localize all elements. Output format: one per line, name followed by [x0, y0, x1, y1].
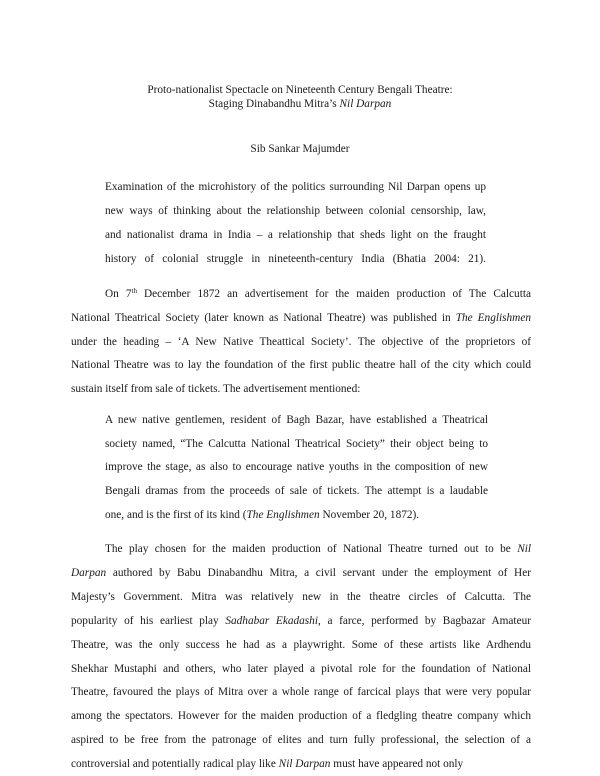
quote-line-4: Bengali dramas from the proceeds of sale of tickets. The attempt is a laudable — [105, 485, 488, 497]
para2-line-1: The play chosen for the maiden production of National Theatre turned out to be Nil — [105, 543, 531, 555]
para1-line-4: National Theatre was to lay the foundation of the first public theatre hall of the city which could — [71, 359, 531, 371]
quote-line-5: one, and is the first of its kind (The Englishmen November 20, 1872). — [105, 509, 420, 521]
quote-line-3: improve the stage, as also to encourage native youths in the composition of new — [105, 461, 488, 473]
para2-line-3: Majesty’s Government. Mitra was relatively new in the theatre circles of Calcutta. The — [71, 591, 531, 603]
quote-line-1: A new native gentlemen, resident of Bagh Bazar, have established a Theatrical — [105, 414, 488, 426]
epigraph-line-2: new ways of thinking about the relationship between colonial censorship, law, — [105, 205, 486, 217]
para2-line-8: among the spectators. However for the maiden production of a fledgling theatre company which — [71, 710, 531, 722]
para2-line-7: Theatre, favoured the plays of Mitra over a whole range of farcical plays that were very popular — [71, 686, 531, 698]
para2-line-4: popularity of his earliest play Sadhabar Ekadashi, a farce, performed by Bagbazar Amateur — [71, 615, 531, 627]
para1-line-1: On 7th December 1872 an advertisement for the maiden production of The Calcutta — [105, 287, 531, 300]
para2-line-9: aspired to be free from the patronage of elites and turn fully professional, the selection of a — [71, 734, 531, 746]
quote-line-2: society named, “The Calcutta National Theatrical Society” their object being to — [105, 438, 488, 450]
epigraph-line-4: history of colonial struggle in nineteenth-century India (Bhatia 2004: 21). — [105, 253, 486, 265]
title-line-1: Proto-nationalist Spectacle on Nineteenth Century Bengali Theatre: — [147, 84, 453, 96]
para1-line-3: under the heading – ‘A New Native Theattical Society’. The objective of the proprietors of — [71, 336, 531, 348]
epigraph-line-3: and nationalist drama in India – a relationship that sheds light on the fraught — [105, 229, 486, 241]
para2-line-2: Darpan authored by Babu Dinabandhu Mitra, a civil servant under the employment of Her — [71, 567, 531, 579]
para1-line-2: National Theatrical Society (later known as National Theatre) was published in The Englishmen — [71, 312, 531, 324]
para2-line-10: controversial and potentially radical play like Nil Darpan must have appeared not only — [71, 758, 464, 770]
para2-line-6: Shekhar Mustaphi and others, who later played a pivotal role for the foundation of National — [71, 663, 531, 675]
title-line-2: Staging Dinabandhu Mitra’s Nil Darpan — [208, 98, 392, 110]
para2-line-5: Theatre, was the only success he had as a playwright. Some of these artists like Ardhendu — [71, 639, 531, 651]
paper-title — [0, 83, 600, 111]
para1-line-5: sustain itself from sale of tickets. The advertisement mentioned: — [71, 383, 361, 395]
epigraph-line-1: Examination of the microhistory of the politics surrounding Nil Darpan opens up — [105, 181, 486, 193]
author-name: Sib Sankar Majumder — [250, 143, 350, 155]
